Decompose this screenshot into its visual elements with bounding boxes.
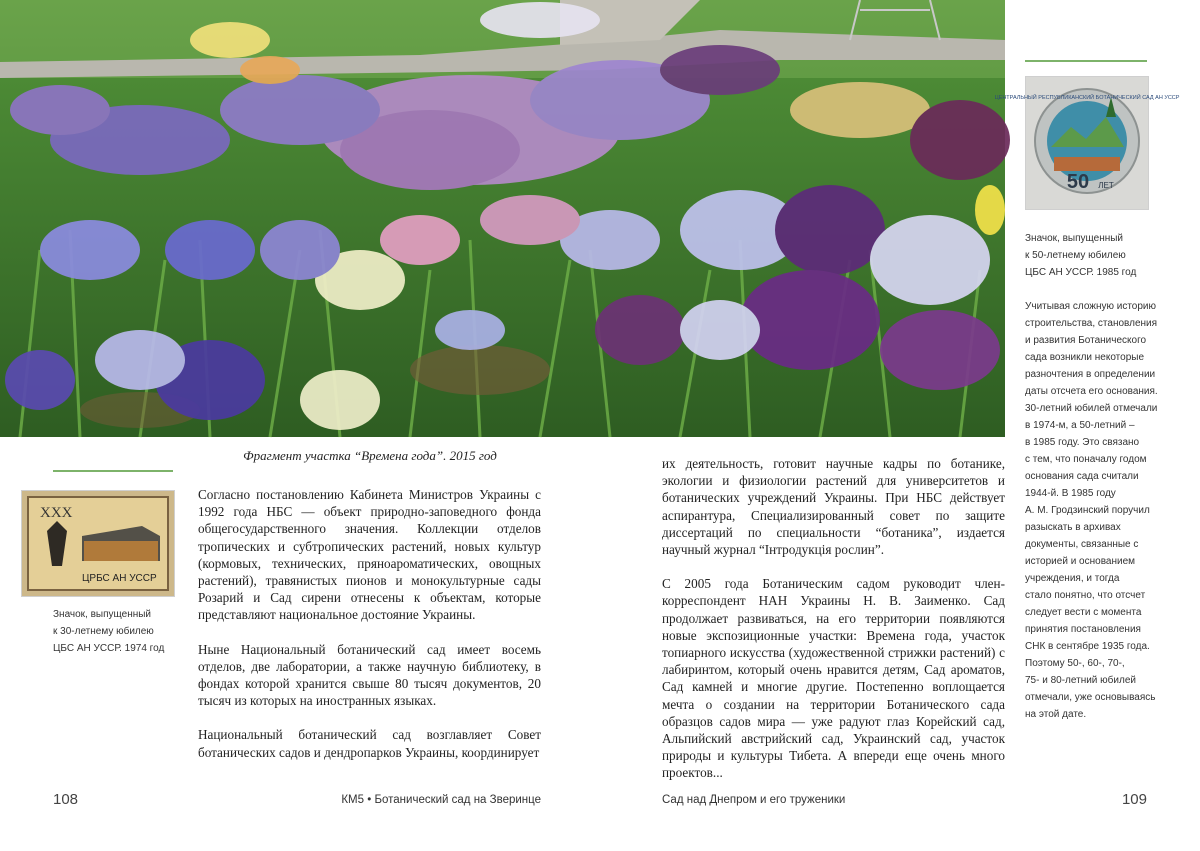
sidebar-line: с тем, что поначалу годом (1025, 454, 1147, 465)
sidebar-line: в 1974-м, а 50-летний – (1025, 420, 1135, 431)
iris-garden-photo (0, 0, 1005, 437)
sidebar-line: и развития Ботанического (1025, 335, 1147, 346)
right-badge-caption (1025, 230, 1165, 281)
right-badge-photo (994, 76, 1180, 210)
left-badge-caption (53, 606, 203, 657)
right-badge-caption-line: ЦБС АН УССР. 1985 год (1025, 267, 1137, 278)
sidebar-line: документы, связанные с (1025, 539, 1139, 550)
body-paragraph: С 2005 года Ботаническим садом руководит член-корреспондент НАН Украины Н. В. Заименко. Сад продолжает развиваться, на его территории появляются новые экспозиционные участки: Времена года, участок топиарного искусства (художественной стрижки растений) с лабиринтом, который очень нравится детям, Сад ароматов, Сад камней и многие другие. Постепенно воплощается мечта о создании на территории Ботанического сада образцов садов мира — уже радуют глаз Корейский сад, Альпийский австрийский сад, Украинский сад, участок природы и культуры Тибета. А впереди еще очень много проектов... (662, 576, 1005, 781)
sidebar-line: следует вести с момента (1025, 607, 1142, 618)
left-badge-photo (21, 490, 175, 597)
sidebar-line: разыскать в архивах (1025, 522, 1121, 533)
badge-number-text: 50 (1066, 171, 1090, 193)
sidebar-line: в 1985 году. Это связано (1025, 437, 1140, 448)
badge-roman-text: ХХХ (40, 505, 73, 521)
sidebar-line: строительства, становления (1025, 318, 1158, 329)
iris-garden-illustration (0, 0, 1005, 437)
right-running-title: Сад над Днепром и его труженики (662, 794, 846, 806)
sidebar-line: Поэтому 50-, 60-, 70-, (1025, 658, 1125, 669)
sidebar-line: даты отсчета его основания. (1025, 386, 1158, 397)
sidebar-line: разночтения в определении (1025, 369, 1156, 380)
right-badge-caption-line: к 50-летнему юбилею (1025, 250, 1126, 261)
left-badge-caption-line: ЦБС АН УССР. 1974 год (53, 643, 165, 654)
sidebar-line: сада возникли некоторые (1025, 352, 1145, 363)
sidebar-line: на этой дате. (1025, 709, 1087, 720)
left-badge-caption-line: Значок, выпущенный (53, 609, 152, 620)
sidebar-line: историей и основанием (1025, 556, 1136, 567)
badge-org-text: ЦРБС АН УССР (82, 573, 157, 584)
left-page-number: 108 (53, 791, 79, 808)
sidebar-line: отмечали, уже основываясь (1025, 692, 1156, 703)
left-accent-rule (53, 470, 173, 472)
right-badge-caption-line: Значок, выпущенный (1025, 233, 1124, 244)
sidebar-line: А. М. Гродзинский поручил (1025, 505, 1150, 516)
sidebar-line: Учитывая сложную историю (1025, 301, 1157, 312)
body-paragraph: Ныне Национальный ботанический сад имеет восемь отделов, две лаборатории, а также научную библиотеку, в фондах которой хранится свыше 80 тысяч документов, 20 тысяч из которых на иностранных языках. (198, 641, 541, 709)
sidebar-line: 75- и 80-летний юбилей (1025, 675, 1136, 686)
right-accent-rule (1025, 60, 1147, 62)
anniversary-badge-30 (22, 491, 174, 596)
badge-ring-text: ЦЕНТРАЛЬНЫЙ РЕСПУБЛИКАНСКИЙ БОТАНИЧЕСКИЙ САД АН УССР (994, 95, 1180, 101)
body-paragraph: Национальный ботанический сад возглавляет Совет ботанических садов и дендропарков Украины, координирует (198, 727, 541, 760)
sidebar-line: 1944-й. В 1985 году (1025, 488, 1116, 499)
left-body-column (198, 486, 541, 778)
right-body-column (662, 455, 1005, 799)
sidebar-note (1025, 298, 1175, 723)
sidebar-line: основания сада считали (1025, 471, 1139, 482)
left-running-title: КМ5 • Ботанический сад на Зверинце (341, 794, 541, 806)
left-badge-caption-line: к 30-летнему юбилею (53, 626, 154, 637)
sidebar-line: СНК в сентябре 1935 года. (1025, 641, 1150, 652)
sidebar-line: учреждения, и тогда (1025, 573, 1120, 584)
body-paragraph: Согласно постановлению Кабинета Министров Украины с 1992 года НБС — объект природно-заповедного фонда общегосударственного значения. Коллекции отделов тропических и субтропических растений, новых культур (кормовых, технических, пряноароматических, овощных растений), травянистых пионов и монокультурные сады Розарий и Сад сирени отнесены к объектам, которые представляют национальное достояние Украины. (198, 487, 541, 623)
right-page-number: 109 (1121, 791, 1147, 808)
badge-years-text: ЛЕТ (1098, 181, 1114, 190)
sidebar-line: стало понятно, что отсчет (1025, 590, 1146, 601)
sidebar-line: 30-летний юбилей отмечали (1025, 403, 1158, 414)
sidebar-line: принятия постановления (1025, 624, 1141, 635)
body-paragraph: их деятельность, готовит научные кадры по ботанике, экологии и физиологии растений для университетов и ботанических учреждений Украины. При НБС действует аспирантура, Специализированный совет по защите диссертаций по специальности “ботаника”, издается научный журнал “Інтродукція рослин”. (662, 456, 1005, 558)
anniversary-badge-50 (994, 77, 1180, 209)
photo-caption: Фрагмент участка “Времена года”. 2015 год (243, 448, 497, 463)
